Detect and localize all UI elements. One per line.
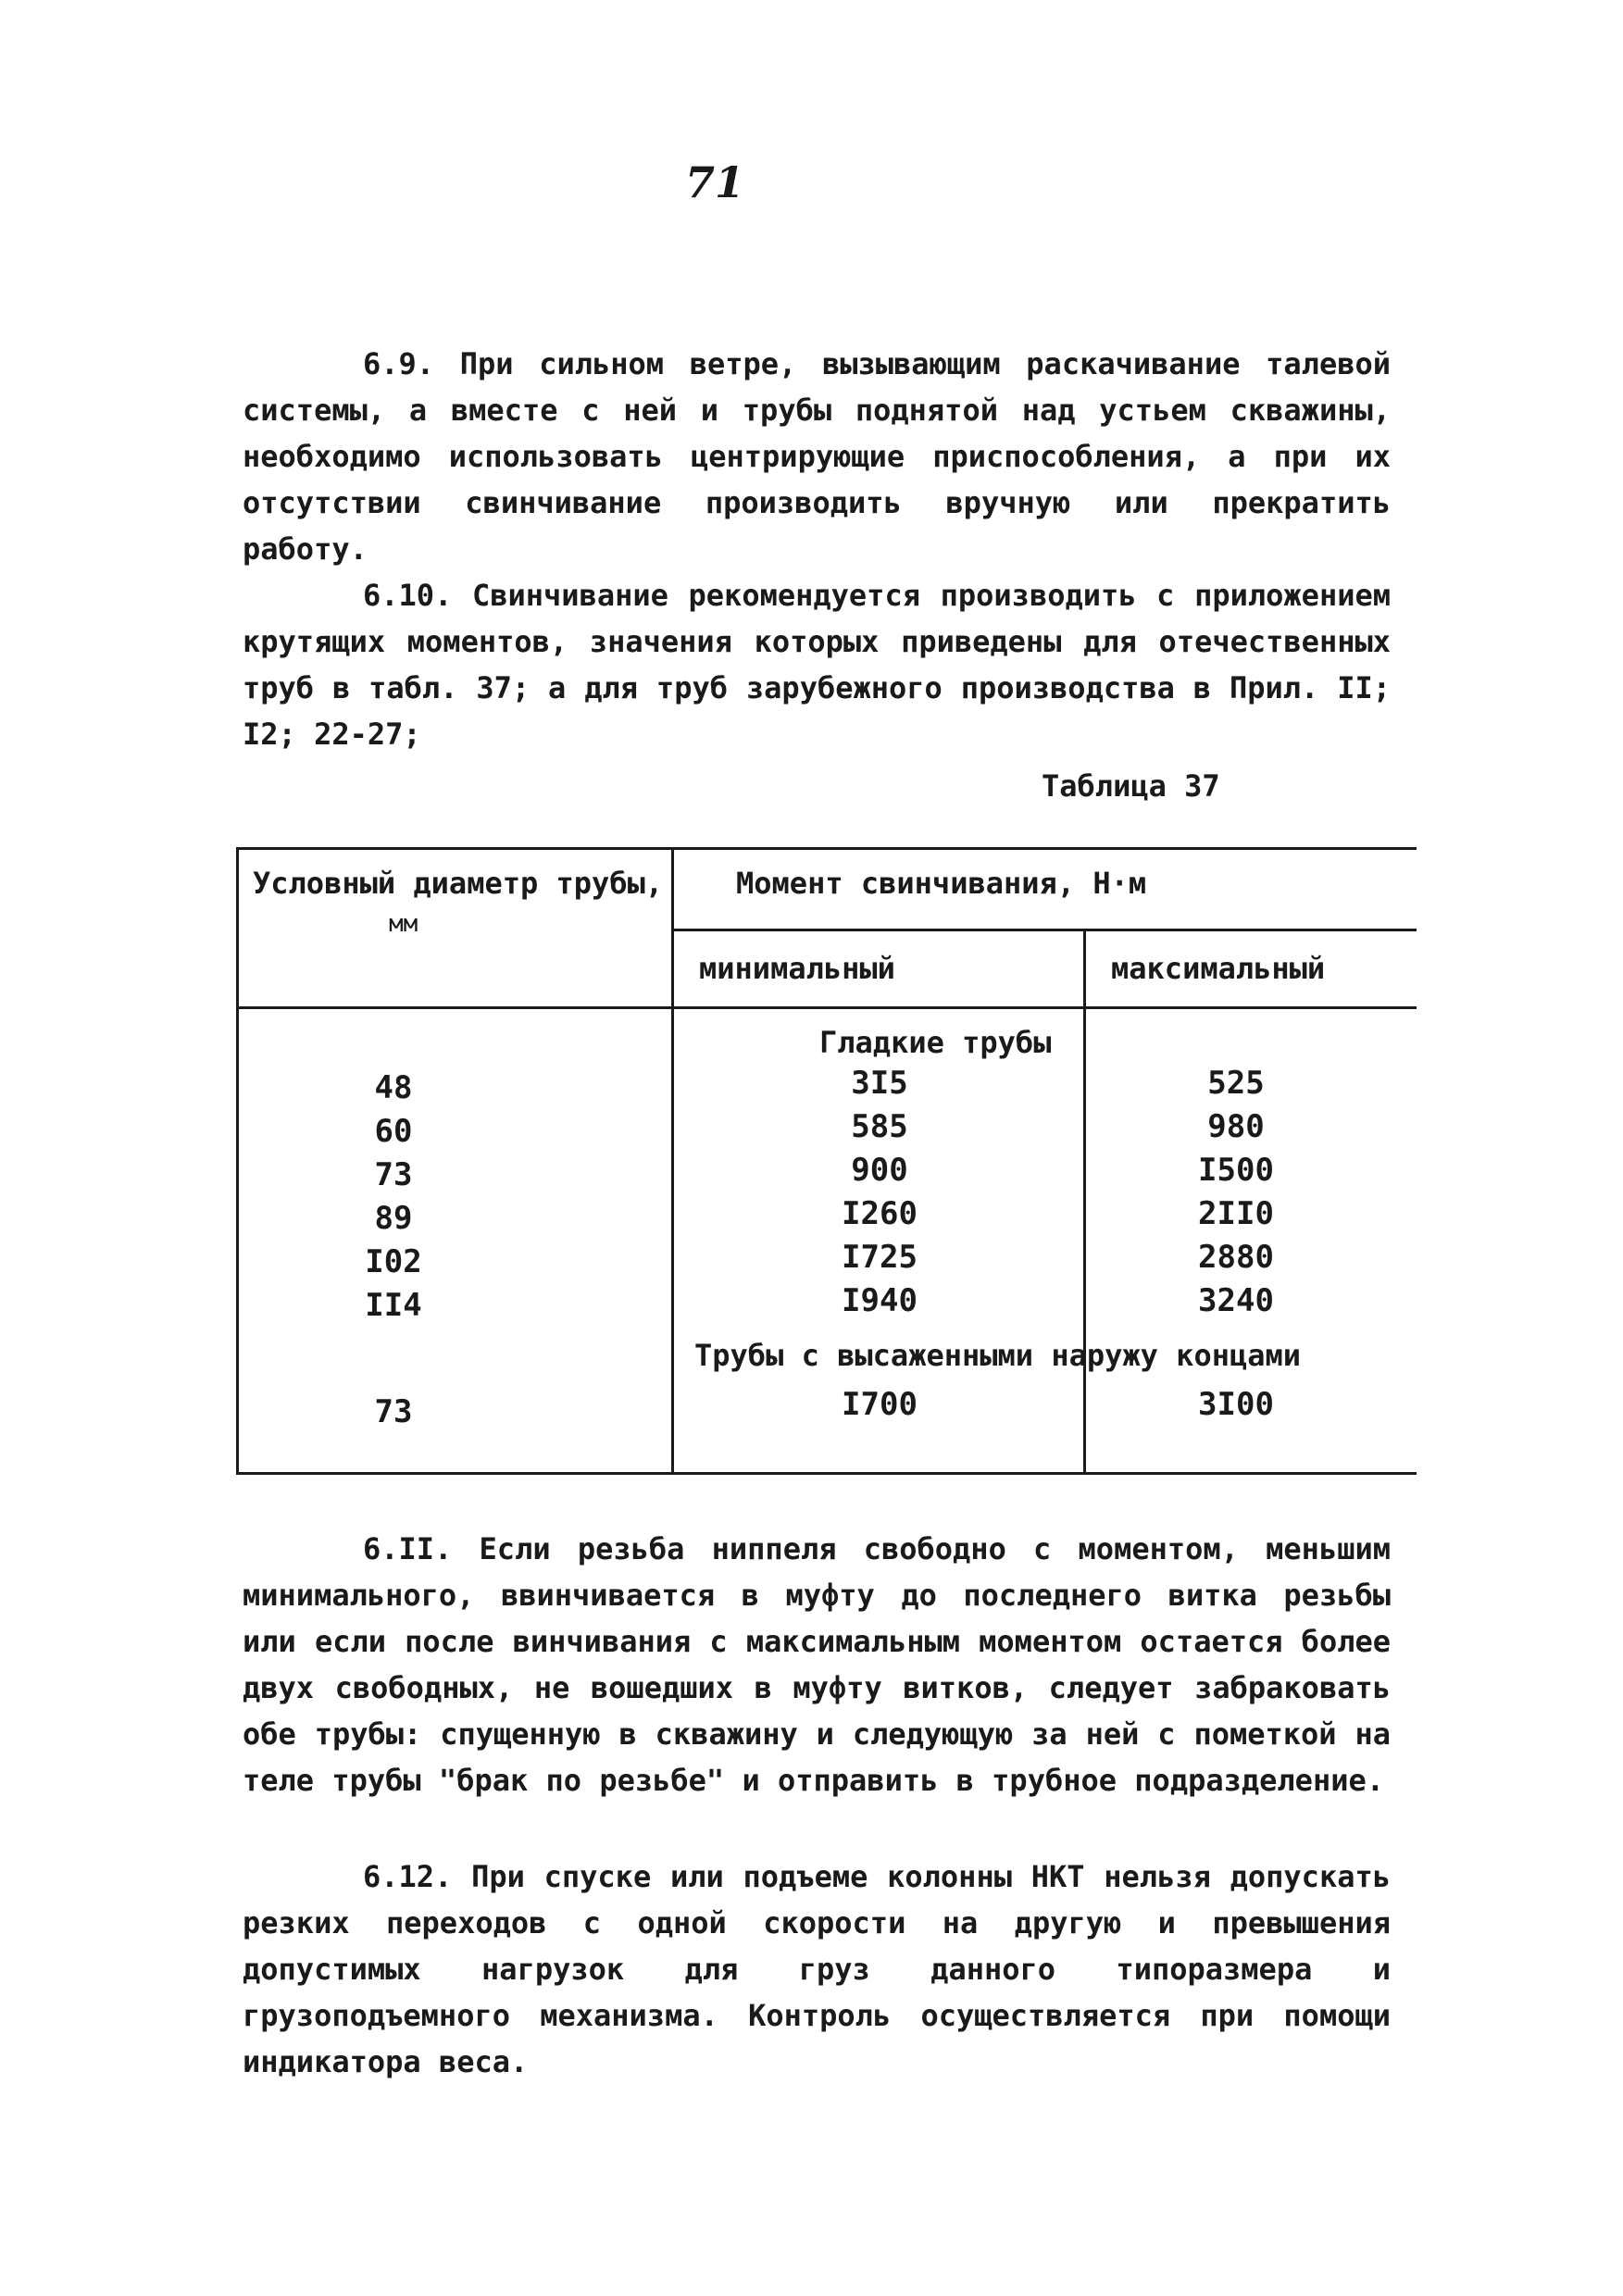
cell-max: 2880 — [1198, 1239, 1274, 1276]
page-number: 71 — [685, 157, 745, 207]
cell-min: 3I5 — [851, 1065, 908, 1102]
cell-diameter: 89 — [374, 1200, 413, 1237]
cell-min: 585 — [851, 1108, 908, 1145]
paragraph-6-11: 6.II. Если резьба ниппеля свободно с моментом, меньшим минимального, ввинчивается в муфту до последнего витка резьбы или если после винчивания с максимальным моментом остается более двух свободных, не вошедших в муфту витков, следует забраковать обе трубы: спущенную в скважину и следующую за ней с пометкой на теле трубы "брак по резьбе" и отправить в трубное подразделение. — [243, 1531, 1391, 1798]
header-torque-group: Момент свинчивания, Н·м — [736, 866, 1147, 901]
table-divider-header — [236, 1006, 1417, 1009]
cell-max: 980 — [1207, 1108, 1265, 1145]
header-diameter-unit: мм — [389, 910, 418, 938]
section-title-upset-pipes: Трубы с высаженными наружу концами — [694, 1338, 1302, 1373]
cell-min: I260 — [842, 1195, 918, 1232]
table-caption: Таблица 37 — [1042, 768, 1220, 804]
cell-max: I500 — [1198, 1152, 1274, 1189]
table-border-left — [236, 847, 239, 1475]
cell-min: I725 — [842, 1239, 918, 1276]
cell-diameter: 73 — [374, 1393, 413, 1430]
cell-diameter: 73 — [374, 1156, 413, 1193]
table-border-bottom — [236, 1472, 1417, 1475]
cell-diameter: I02 — [365, 1243, 422, 1280]
cell-min: I940 — [842, 1282, 918, 1319]
cell-diameter: 48 — [374, 1069, 413, 1106]
torque-table — [236, 847, 1417, 1475]
table-divider-subheader — [671, 929, 1417, 931]
cell-min: 900 — [851, 1152, 908, 1189]
cell-max: 2II0 — [1198, 1195, 1274, 1232]
paragraph-6-9: 6.9. При сильном ветре, вызывающим раскачивание талевой системы, а вместе с ней и трубы поднятой над устьем скважины, необходимо использовать центрирующие приспособления, а при их отсутствии свинчивание производить вручную или прекратить работу. — [243, 346, 1391, 567]
paragraph-6-12: 6.12. При спуске или подъеме колонны НКТ нельзя допускать резких переходов с одной скорости на другую и превышения допустимых нагрузок для груз данного типоразмера и грузоподъемного механизма. Контроль осуществляется при помощи индикатора веса. — [243, 1859, 1391, 2079]
section-title-smooth-pipes: Гладкие трубы — [819, 1025, 1052, 1060]
header-min: минимальный — [699, 951, 895, 986]
cell-diameter: 60 — [374, 1113, 413, 1150]
cell-diameter: II4 — [365, 1287, 422, 1324]
cell-min: I700 — [842, 1386, 918, 1423]
paragraph-6-10: 6.10. Свинчивание рекомендуется производить с приложением крутящих моментов, значения которых приведены для отечественных труб в табл. 37; а для труб зарубежного производства в Прил. II; I2; 22-27; — [243, 578, 1391, 752]
table-divider-minmax — [1083, 929, 1086, 1475]
header-diameter: Условный диаметр трубы, — [253, 866, 664, 901]
table-divider-col1 — [671, 847, 674, 1475]
cell-max: 3240 — [1198, 1282, 1274, 1319]
header-max: максимальный — [1111, 951, 1326, 986]
cell-max: 3I00 — [1198, 1386, 1274, 1423]
table-border-top — [236, 847, 1417, 850]
cell-max: 525 — [1207, 1065, 1265, 1102]
